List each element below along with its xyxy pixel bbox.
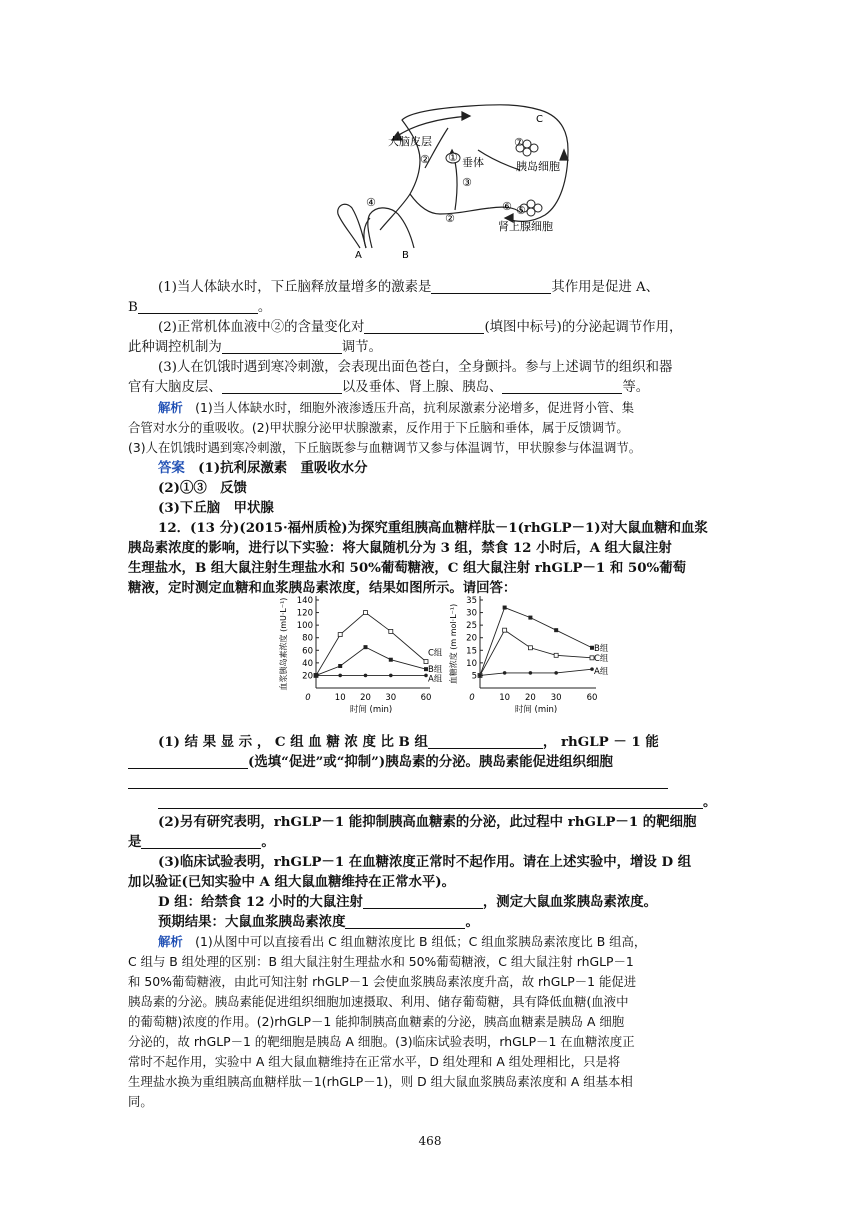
q12-analysis: 解析 (1)从图中可以直接看出 C 组血糖浓度比 B 组低；C 组血浆胰岛素浓度比 B 组高， (158, 934, 647, 949)
data-point (389, 658, 393, 662)
x-tick-label: 60 (420, 693, 432, 703)
adrenal-label: 肾上腺细胞 (498, 220, 553, 233)
q12-sub3: (3)临床试验表明，rhGLP－1 在血糖浓度正常时不起作用。请在上述实验中，增设 D 组 (158, 854, 692, 870)
q12-stem-3: 生理盐水，B 组大鼠注射生理盐水和 50%葡萄糖液，C 组大鼠注射 rhGLP－1 和 50%葡萄 (128, 560, 687, 576)
y-axis-label: 血浆胰岛素浓度 (mU·L⁻¹) (279, 597, 288, 691)
y-tick-label: 40 (302, 658, 313, 669)
data-point (503, 606, 507, 610)
data-point (478, 674, 482, 678)
label-c: C (536, 114, 543, 125)
y-tick-label: 140 (296, 596, 313, 606)
y-tick-label: 80 (302, 633, 313, 644)
islet-label: 胰岛细胞 (516, 160, 560, 173)
q12-sub1-cont: (选填“促进”或“抑制”)胰岛素的分泌。胰岛素能促进组织细胞 (128, 752, 738, 772)
q12-analysis-4: 胰岛素的分泌。胰岛素能促进组织细胞加速摄取、利用、储存葡萄糖，具有降低血糖(血液中 (128, 994, 629, 1009)
q12-analysis-8: 生理盐水换为重组胰高血糖样肽－1(rhGLP－1)，则 D 组大鼠血浆胰岛素浓度和 A 组基本相 (128, 1074, 633, 1089)
q11-sub2-cont: 此种调控机制为 调节。 (128, 340, 382, 355)
analysis-tag-2: 解析 (158, 934, 183, 949)
q11-blank-6[interactable] (502, 379, 622, 394)
q12-sub3-cont: 加以验证(已知实验中 A 组大鼠血糖维持在正常水平)。 (128, 874, 455, 890)
q12-stem-2: 胰岛素浓度的影响，进行以下实验：将大鼠随机分为 3 组，禁食 12 小时后，A 组大鼠注射 (128, 540, 672, 556)
q11-blank-1[interactable] (431, 279, 551, 294)
marker-5: ⑤ (516, 204, 526, 217)
q12-blank-1[interactable] (428, 734, 543, 749)
data-point (503, 628, 507, 632)
y-tick-label: 60 (302, 646, 313, 657)
endocrine-regulation-diagram (0, 0, 860, 270)
y-tick-label: 30 (466, 608, 477, 619)
q11-blank-2[interactable] (138, 299, 258, 314)
data-point (529, 671, 533, 675)
x-tick-label: 0 (469, 693, 475, 703)
marker-4: ④ (366, 196, 376, 209)
marker-3: ③ (462, 176, 472, 189)
x-tick-label: 30 (550, 693, 562, 703)
y-tick-label: 15 (466, 646, 477, 657)
q12-sub1-end: 。 (128, 792, 738, 812)
data-point (554, 628, 558, 632)
q11-analysis-2: 合管对水分的重吸收。(2)甲状腺分泌甲状腺激素，反作用于下丘脑和垂体，属于反馈调节。 (128, 420, 629, 435)
q12-blank-4[interactable] (363, 894, 483, 909)
analysis-tag: 解析 (158, 400, 183, 415)
x-tick-label: 30 (385, 693, 397, 703)
q11-sub2: (2)正常机体血液中②的含量变化对 (填图中标号)的分泌起调节作用， (158, 320, 683, 335)
q12-analysis-6: 分泌的，故 rhGLP－1 的靶细胞是胰岛 A 细胞。(3)临床试验表明，rhGLP－1 在血糖浓度正 (128, 1034, 635, 1049)
label-a: A (355, 250, 362, 261)
data-point (528, 646, 532, 650)
y-tick-label: 20 (302, 671, 313, 682)
legend-label: A组 (594, 667, 609, 678)
marker-1: ① (448, 151, 458, 164)
series-line-0 (316, 613, 426, 676)
y-tick-label: 35 (466, 596, 477, 606)
series-line-1 (480, 630, 592, 675)
data-point (364, 674, 368, 678)
x-tick-label: 60 (586, 693, 598, 703)
data-point (554, 671, 558, 675)
q12-sub3-expect: 预期结果：大鼠血浆胰岛素浓度 。 (158, 914, 479, 930)
q11-blank-3[interactable] (364, 319, 484, 334)
q11-sub3: (3)人在饥饿时遇到寒冷刺激，会表现出面色苍白，全身颤抖。参与上述调节的组织和器 (158, 360, 673, 375)
q11-sub3-cont: 官有大脑皮层、 以及垂体、肾上腺、胰岛、 等。 (128, 380, 650, 395)
marker-2a: ② (420, 153, 430, 166)
data-point (424, 660, 428, 664)
q11-sub1: (1)当人体缺水时，下丘脑释放量增多的激素是 其作用是促进 A、 (158, 280, 660, 295)
y-tick-label: 120 (296, 608, 313, 619)
legend-label: A组 (428, 674, 443, 685)
x-tick-label: 20 (360, 693, 371, 703)
page-number: 468 (418, 1134, 442, 1148)
q12-blank-5[interactable] (345, 914, 465, 929)
y-tick-label: 20 (466, 633, 477, 644)
pituitary-label: 垂体 (462, 156, 484, 169)
x-tick-label: 20 (524, 693, 536, 703)
data-point (338, 633, 342, 637)
data-point (338, 664, 342, 668)
series-line-1 (316, 647, 426, 675)
q12-blank-3[interactable] (141, 834, 261, 849)
legend-label: C组 (594, 653, 609, 664)
y-tick-label: 10 (466, 658, 477, 669)
data-point (314, 674, 318, 678)
q11-sub1-cont: B 。 (128, 300, 272, 315)
q12-analysis-3: 和 50%葡萄糖液，由此可知注射 rhGLP－1 会使血浆胰岛素浓度升高，故 rhGLP－1 能促进 (128, 974, 637, 989)
q12-sub1: (1) 结 果 显 示 ， C 组 血 糖 浓 度 比 B 组 ， rhGLP － 1 能 (158, 734, 659, 750)
x-tick-label: 0 (305, 693, 311, 703)
legend-label: B组 (594, 643, 609, 654)
cortex-label: 大脑皮层 (388, 135, 432, 148)
data-point (389, 629, 393, 633)
y-tick-label: 100 (296, 621, 313, 632)
data-point (338, 674, 342, 678)
data-point (389, 674, 393, 678)
data-point (528, 616, 532, 620)
insulin-chart (276, 596, 456, 730)
y-axis-label: 血糖浓度 (m mol·L⁻¹) (449, 603, 458, 685)
q12-analysis-2: C 组与 B 组处理的区别：B 组大鼠注射生理盐水和 50%葡萄糖液，C 组大鼠注射 rhGLP－1 (128, 954, 634, 969)
q12-sub2-cont: 是 。 (128, 834, 275, 850)
q12-stem-4: 糖液，定时测定血糖和血浆胰岛素浓度，结果如图所示。请回答： (128, 580, 517, 596)
q12-analysis-5: 的葡萄糖)浓度的作用。(2)rhGLP－1 能抑制胰高血糖素的分泌，胰高血糖素是胰岛 A 细胞 (128, 1014, 625, 1029)
marker-6: ⑥ (502, 200, 512, 213)
series-line-2 (480, 669, 592, 675)
series-line-0 (480, 608, 592, 676)
marker-7: ⑦ (514, 136, 524, 149)
q11-blank-4[interactable] (222, 339, 342, 354)
data-point (503, 671, 507, 675)
label-b: B (402, 250, 409, 261)
legend-label: B组 (428, 665, 443, 676)
q11-analysis-3: (3)人在饥饿时遇到寒冷刺激，下丘脑既参与血糖调节又参与体温调节，甲状腺参与体温调节。 (128, 440, 642, 455)
answer-tag: 答案 (158, 460, 185, 476)
q12-sub3-d: D 组：给禁食 12 小时的大鼠注射 ，测定大鼠血浆胰岛素浓度。 (158, 894, 657, 910)
q12-stem-1: 12．(13 分)(2015·福州质检)为探究重组胰高血糖样肽－1(rhGLP－1)对大鼠血糖和血浆 (158, 520, 708, 536)
x-tick-label: 10 (499, 693, 511, 703)
q12-analysis-9: 同。 (128, 1094, 153, 1109)
q11-answer-2: (2)①③ 反馈 (158, 480, 247, 496)
q12-analysis-7: 常时不起作用，实验中 A 组大鼠血糖维持在正常水平，D 组处理和 A 组处理相比，只是将 (128, 1054, 621, 1069)
q11-answer-3: (3)下丘脑 甲状腺 (158, 500, 274, 516)
marker-2b: ② (445, 212, 455, 225)
data-point (554, 653, 558, 657)
legend-label: C组 (428, 648, 443, 659)
q12-answer-line-2[interactable] (158, 794, 703, 809)
q12-answer-line-1[interactable] (128, 788, 668, 789)
q11-blank-5[interactable] (222, 379, 342, 394)
x-tick-label: 10 (334, 693, 346, 703)
y-tick-label: 5 (471, 671, 477, 682)
data-point (364, 611, 368, 615)
data-point (364, 645, 368, 649)
x-axis-label: 时间 (min) (349, 705, 393, 715)
q11-analysis: 解析 (1)当人体缺水时，细胞外液渗透压升高，抗利尿激素分泌增多，促进肾小管、集 (158, 400, 635, 415)
glucose-chart (446, 596, 616, 730)
y-tick-label: 25 (466, 621, 477, 632)
q12-blank-2[interactable] (128, 754, 248, 769)
x-axis-label: 时间 (min) (514, 705, 558, 715)
q11-answer: 答案 (1)抗利尿激素 重吸收水分 (158, 460, 368, 476)
q12-sub2: (2)另有研究表明，rhGLP－1 能抑制胰高血糖素的分泌，此过程中 rhGLP－1 的靶细胞 (158, 814, 697, 830)
